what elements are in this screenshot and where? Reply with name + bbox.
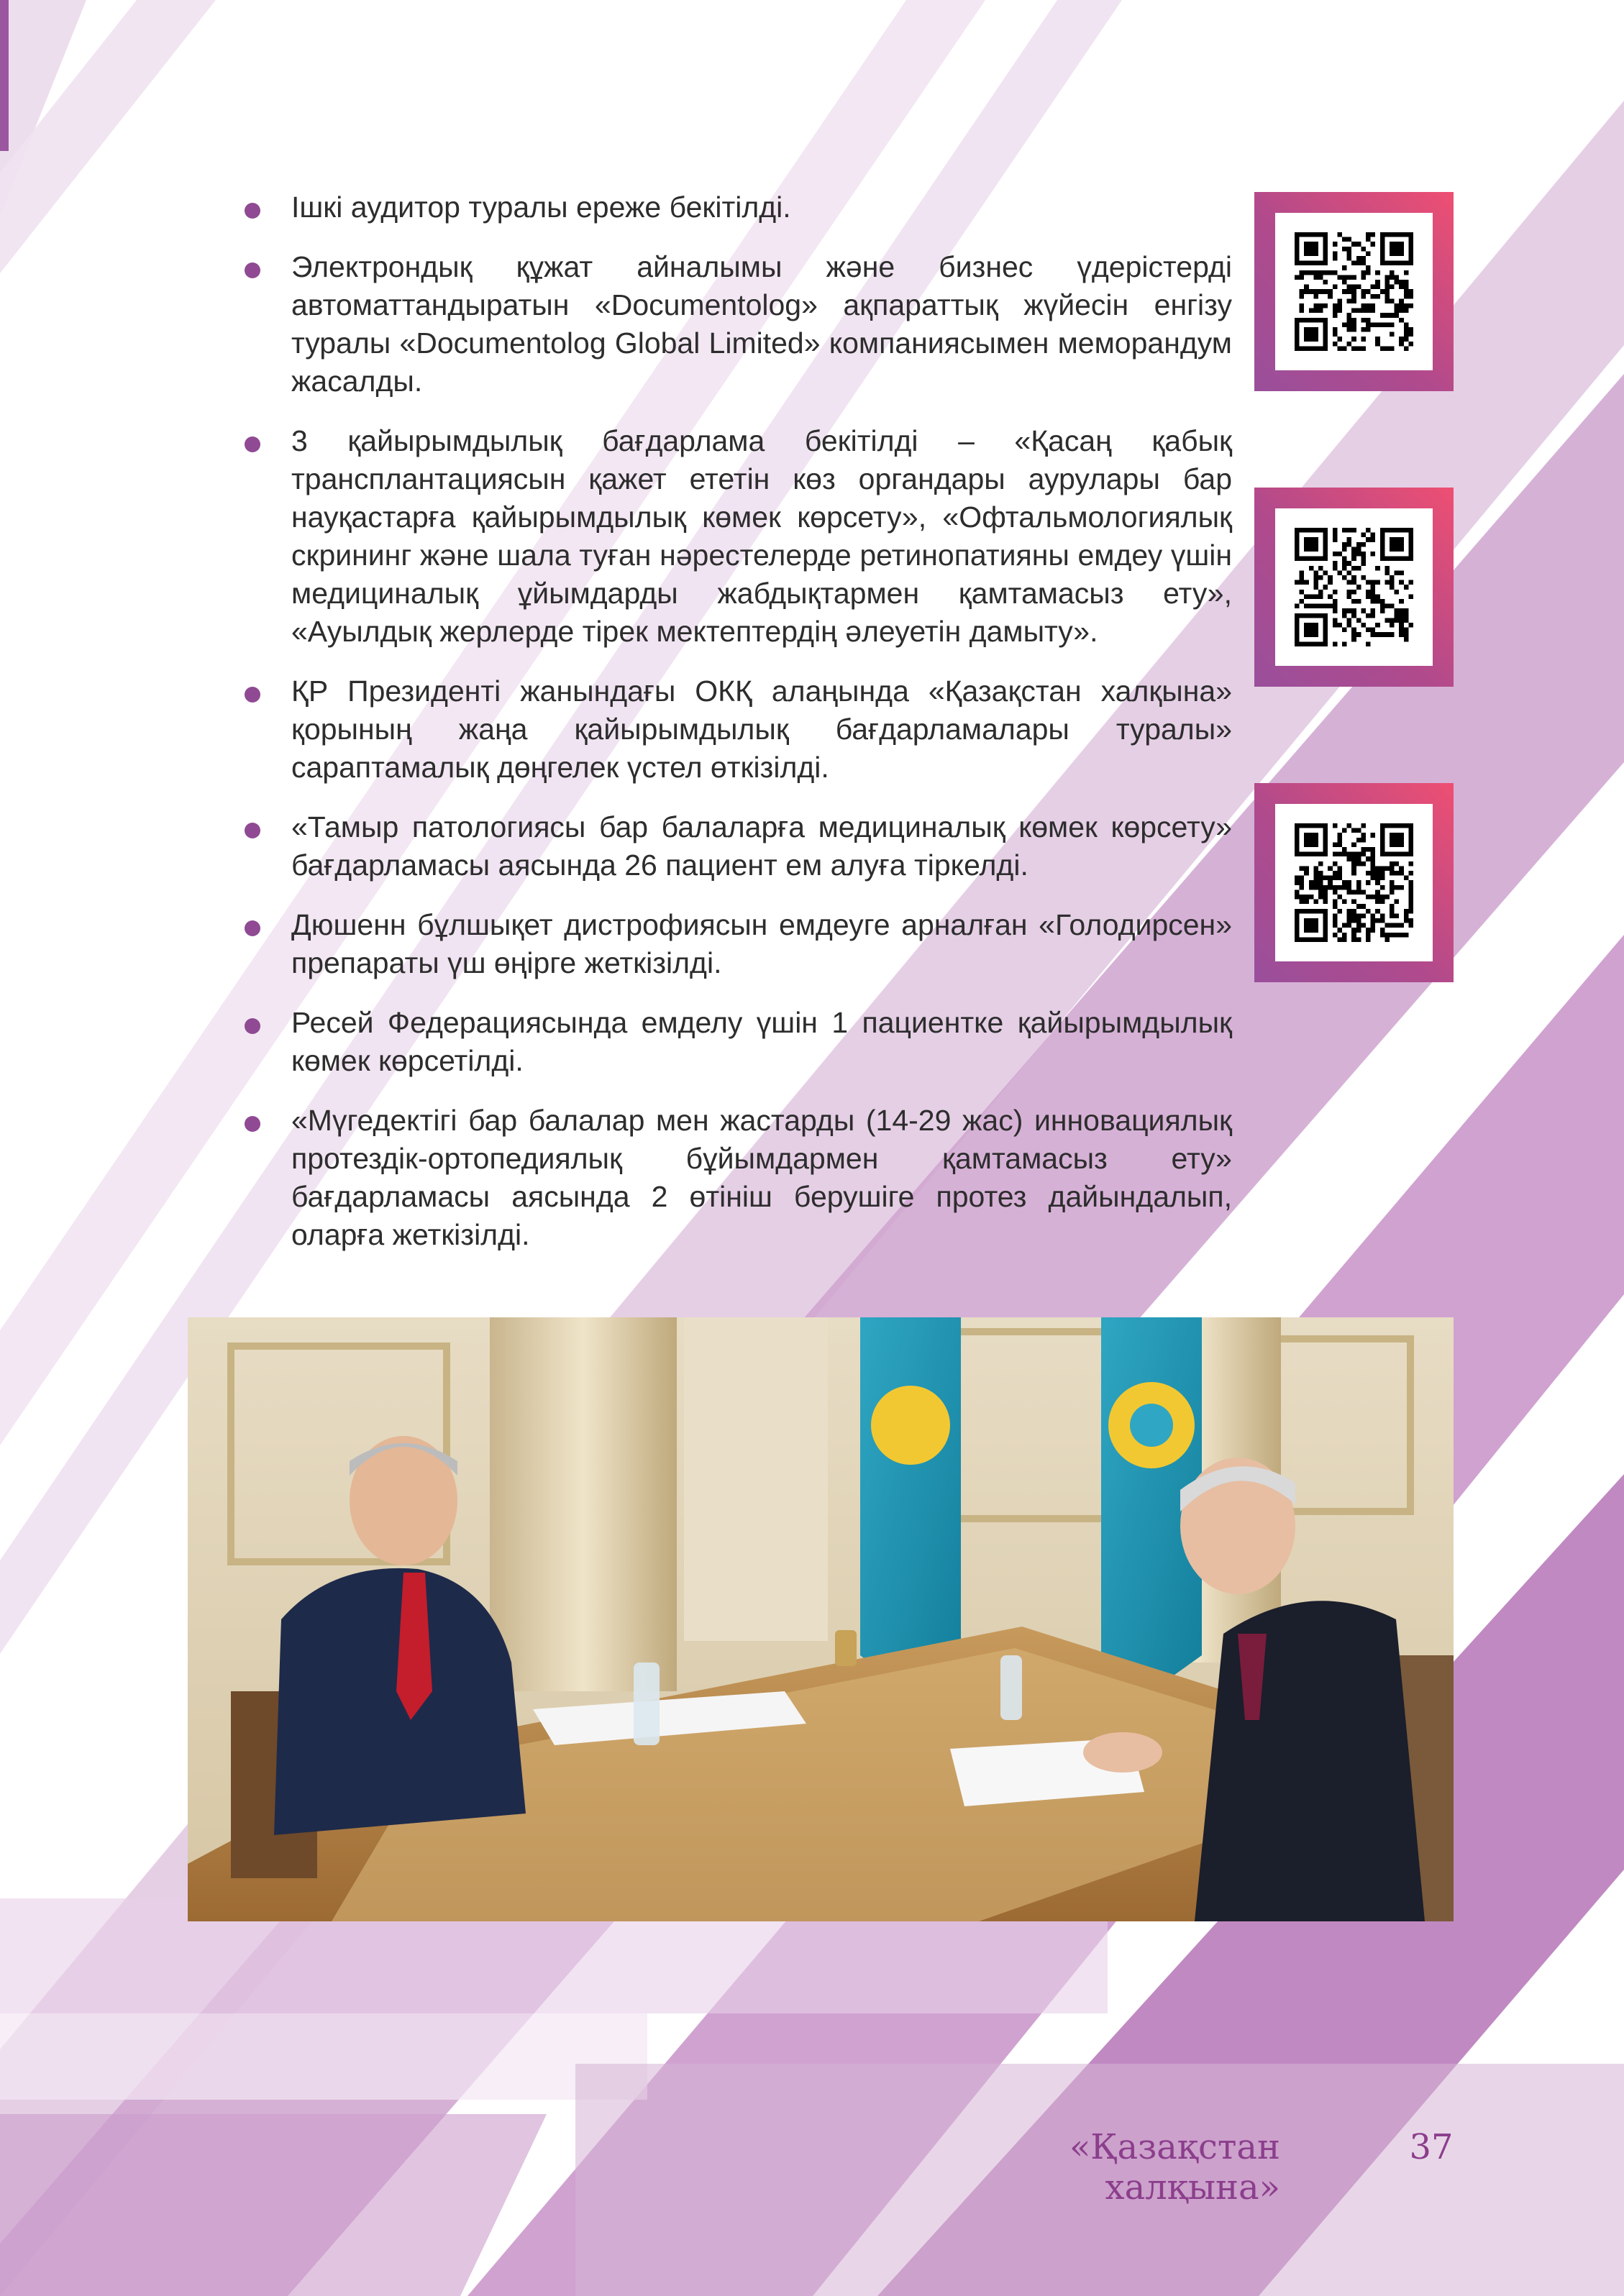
bullet-dot-icon — [245, 436, 260, 452]
qr-frame — [1275, 508, 1433, 666]
qr-frame — [1275, 804, 1433, 961]
bullet-dot-icon — [245, 823, 260, 838]
bullet-text: «Мүгедектігі бар балалар мен жастарды (14-29 жас) инновациялық протездік-ортопедиялық бұйымдармен қамтамасыз ету» бағдарламасы аясында 2 өтініш берушіге протез дайындалып, оларға жеткізілді. — [291, 1104, 1232, 1251]
bullet-dot-icon — [245, 1018, 260, 1034]
list-item — [241, 1004, 1232, 1080]
footer-title: «Қазақстан халқына» — [1069, 2127, 1280, 2208]
bullet-text: Ресей Федерациясында емделу үшін 1 пациентке қайырымдылық көмек көрсетілді. — [291, 1006, 1232, 1077]
list-item — [241, 808, 1232, 884]
list-item — [241, 188, 1232, 227]
qr-frame — [1275, 213, 1433, 370]
qr-code-icon[interactable] — [1295, 232, 1413, 351]
qr-code-icon[interactable] — [1295, 823, 1413, 942]
bullet-text: ҚР Президенті жанындағы ОКҚ алаңында «Қазақстан халқына» қорының жаңа қайырымдылық бағдарламалары туралы» сараптамалық дөңгелек үстел өткізілді. — [291, 674, 1232, 784]
qr-card[interactable] — [1254, 783, 1454, 982]
bullet-dot-icon — [245, 687, 260, 703]
bullet-text: Электрондық құжат айналымы және бизнес үдерістерді автоматтандыратын «Documentolog» ақпараттық жүйесін енгізу туралы «Documentolog Global Limited» компаниясымен меморандум жасалды. — [291, 250, 1232, 398]
list-item — [241, 1102, 1232, 1254]
meeting-photo — [188, 1317, 1454, 1921]
meeting-photo-illustration — [188, 1317, 1454, 1921]
list-item — [241, 422, 1232, 651]
list-item — [241, 906, 1232, 982]
bullet-dot-icon — [245, 262, 260, 278]
page-number: 37 — [1409, 2127, 1454, 2167]
bullet-dot-icon — [245, 920, 260, 936]
bullet-text: «Тамыр патологиясы бар балаларға медициналық көмек көрсету» бағдарламасы аясында 26 пациент ем алуға тіркелді. — [291, 810, 1232, 882]
bullet-text: 3 қайырымдылық бағдарлама бекітілді – «Қасаң қабық трансплантациясын қажет ететін көз органдары аурулары бар науқастарға қайырымдылық көмек көрсету», «Офтальмологиялық скрининг және шала туған нәрестелерде ретинопатияны емдеу үшін медициналық ұйымдарды жабдықтармен қамтамасыз ету», «Ауылдық жерлерде тірек мектептердің әлеуетін дамыту». — [291, 424, 1232, 648]
qr-card[interactable] — [1254, 488, 1454, 687]
bullet-text: Ішкі аудитор туралы ереже бекітілді. — [291, 191, 791, 224]
bullet-text: Дюшенн бұлшықет дистрофиясын емдеуге арналған «Голодирсен» препараты үш өңірге жеткізілді. — [291, 908, 1232, 979]
qr-code-icon[interactable] — [1295, 528, 1413, 646]
bullet-list — [241, 188, 1232, 1276]
list-item — [241, 672, 1232, 787]
qr-card[interactable] — [1254, 192, 1454, 391]
bullet-dot-icon — [245, 1116, 260, 1132]
bullet-dot-icon — [245, 203, 260, 219]
list-item — [241, 248, 1232, 401]
